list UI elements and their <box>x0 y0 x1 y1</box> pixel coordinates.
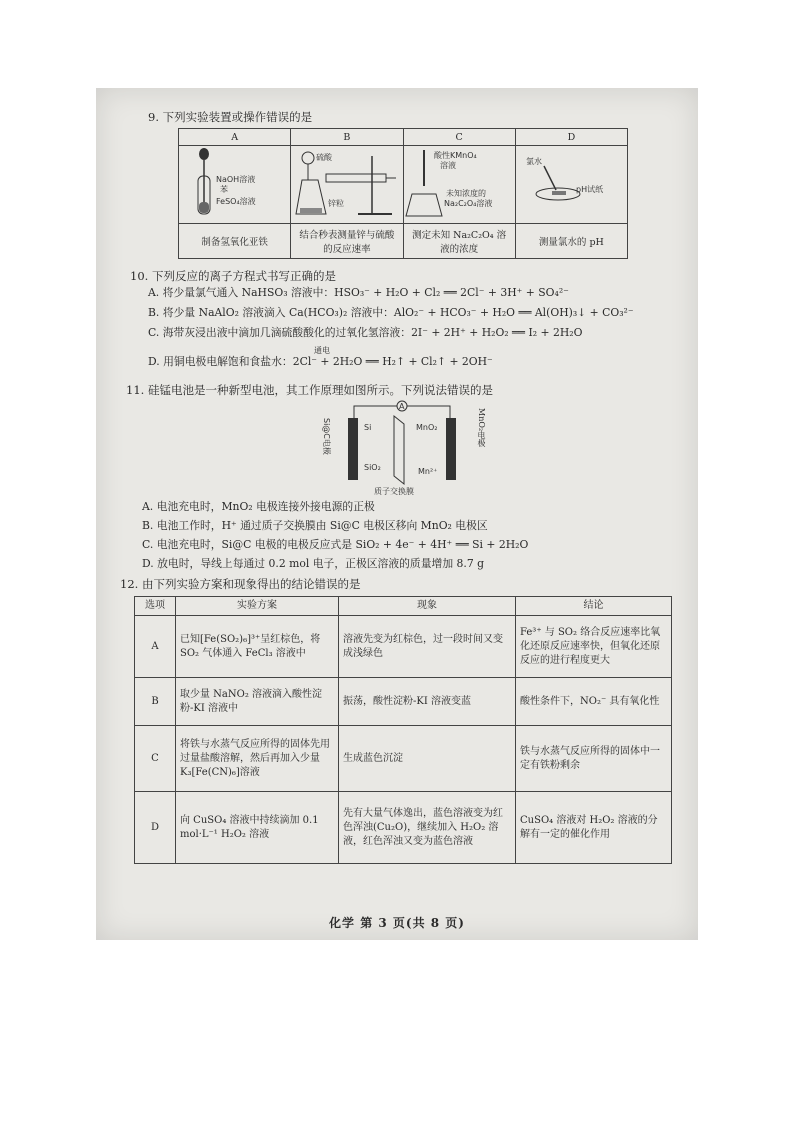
label-naoh: NaOH溶液 <box>215 175 255 184</box>
q10-option-b: B. 将少量 NaAlO₂ 溶液滴入 Ca(HCO₃)₂ 溶液中：AlO₂⁻ + HCO₃⁻ + H₂O ══ Al(OH)₃↓ + CO₃²⁻ <box>148 306 634 319</box>
left-electrode-label: Si@C电极 <box>322 418 331 455</box>
row-c-conclusion: 铁与水蒸气反应所得的固体中一定有铁粉剩余 <box>516 726 672 792</box>
q11-option-d: D. 放电时，导线上每通过 0.2 mol 电子，正极区溶液的质量增加 8.7 g <box>142 557 485 570</box>
mno2-label: MnO₂ <box>416 423 438 432</box>
q9-header-a: A <box>179 129 291 146</box>
label-zinc: 锌粒 <box>327 199 344 208</box>
q11-option-b: B. 电池工作时，H⁺ 通过质子交换膜由 Si@C 电极区移向 MnO₂ 电极区 <box>142 519 488 532</box>
q9-figure-a <box>179 146 291 224</box>
row-a-phenomenon: 溶液先变为红棕色，过一段时间又变成浅绿色 <box>339 616 516 678</box>
row-d-phenomenon: 先有大量气体逸出，蓝色溶液变为红色浑浊(Cu₂O)，继续加入 H₂O₂ 溶液，红色浑浊又变为蓝色溶液 <box>339 792 516 864</box>
si-label: Si <box>364 423 372 432</box>
table-row <box>135 616 672 678</box>
mn2-label: Mn²⁺ <box>418 467 438 476</box>
q12-stem: 12. 由下列实验方案和现象得出的结论错误的是 <box>120 577 361 591</box>
label-sulfuric-acid: 硫酸 <box>315 153 332 162</box>
battery-diagram <box>322 400 472 496</box>
titration-figure <box>404 146 514 220</box>
exam-page <box>96 88 698 940</box>
q10-option-c: C. 海带灰浸出液中滴加几滴硫酸酸化的过氧化氢溶液：2I⁻ + 2H⁺ + H₂O₂ ══ I₂ + 2H₂O <box>148 326 583 339</box>
row-b-conclusion: 酸性条件下，NO₂⁻ 具有氧化性 <box>516 678 672 726</box>
table-row <box>135 792 672 864</box>
label-unknown-conc: 未知浓度的 <box>446 189 487 198</box>
q12-table <box>134 596 672 864</box>
q9-figure-c <box>403 146 515 224</box>
q12-header-plan: 实验方案 <box>176 597 339 616</box>
table-row <box>135 726 672 792</box>
label-na2c2o4: Na₂C₂O₄溶液 <box>444 199 493 208</box>
sio2-label: SiO₂ <box>364 463 381 472</box>
q10-option-a: A. 将少量氯气通入 NaHSO₃ 溶液中：HSO₃⁻ + H₂O + Cl₂ ══ 2Cl⁻ + 3H⁺ + SO₄²⁻ <box>148 286 569 299</box>
row-d-conclusion: CuSO₄ 溶液对 H₂O₂ 溶液的分解有一定的催化作用 <box>516 792 672 864</box>
label-kmno4: 酸性KMnO₄ <box>434 151 477 160</box>
q9-figure-b <box>291 146 403 224</box>
q9-caption-d: 测量氯水的 pH <box>515 224 627 259</box>
q11-option-c: C. 电池充电时，Si@C 电极的电极反应式是 SiO₂ + 4e⁻ + 4H⁺ ══ Si + 2H₂O <box>142 538 529 551</box>
q12-header-phenomenon: 现象 <box>339 597 516 616</box>
label-benzene: 苯 <box>219 185 228 194</box>
flask-syringe-figure <box>292 146 402 220</box>
q9-caption-b: 结合秒表测量锌与硫酸的反应速率 <box>291 224 403 259</box>
q10-electrolysis-condition: 通电 <box>314 346 330 355</box>
row-c-plan: 将铁与水蒸气反应所得的固体先用过量盐酸溶解，然后再加入少量 K₃[Fe(CN)₆]溶液 <box>176 726 339 792</box>
q12-header-option: 选项 <box>135 597 176 616</box>
q11-option-a: A. 电池充电时，MnO₂ 电极连接外接电源的正极 <box>142 500 375 513</box>
q9-table <box>178 128 628 259</box>
row-a-option: A <box>135 616 176 678</box>
row-c-phenomenon: 生成蓝色沉淀 <box>339 726 516 792</box>
q11-stem: 11. 硅锰电池是一种新型电池，其工作原理如图所示。下列说法错误的是 <box>126 383 493 397</box>
q9-figure-d <box>515 146 627 224</box>
q10-option-d: D. 用铜电极电解饱和食盐水：2Cl⁻ + 2H₂O ══ H₂↑ + Cl₂↑ + 2OH⁻ <box>148 355 493 368</box>
row-b-plan: 取少量 NaNO₂ 溶液滴入酸性淀粉-KI 溶液中 <box>176 678 339 726</box>
q9-header-b: B <box>291 129 403 146</box>
row-d-plan: 向 CuSO₄ 溶液中持续滴加 0.1 mol·L⁻¹ H₂O₂ 溶液 <box>176 792 339 864</box>
q9-header-c: C <box>403 129 515 146</box>
q9-caption-c: 测定未知 Na₂C₂O₄ 溶液的浓度 <box>403 224 515 259</box>
q9-caption-a: 制备氢氧化亚铁 <box>179 224 291 259</box>
test-tube-figure <box>180 146 290 220</box>
page-footer: 化学 第 3 页(共 8 页) <box>329 916 465 930</box>
q9-stem: 9. 下列实验装置或操作错误的是 <box>148 110 313 124</box>
q12-header-conclusion: 结论 <box>516 597 672 616</box>
membrane-label: 质子交换膜 <box>374 487 414 496</box>
row-b-option: B <box>135 678 176 726</box>
q9-header-d: D <box>515 129 627 146</box>
ph-paper-figure <box>516 146 626 220</box>
row-c-option: C <box>135 726 176 792</box>
row-a-conclusion: Fe³⁺ 与 SO₂ 络合反应速率比氧化还原反应速率快，但氧化还原反应的进行程度更大 <box>516 616 672 678</box>
row-a-plan: 已知[Fe(SO₂)₆]³⁺呈红棕色，将 SO₂ 气体通入 FeCl₃ 溶液中 <box>176 616 339 678</box>
ammeter-label: A <box>399 402 405 411</box>
row-b-phenomenon: 振荡，酸性淀粉-KI 溶液变蓝 <box>339 678 516 726</box>
label-chlorine-water: 氯水 <box>526 157 543 166</box>
right-electrode-label: MnO₂电极 <box>477 408 486 448</box>
table-row <box>135 678 672 726</box>
label-feso4: FeSO₄溶液 <box>215 197 256 206</box>
row-d-option: D <box>135 792 176 864</box>
label-solution: 溶液 <box>440 161 457 170</box>
label-ph-paper: pH试纸 <box>576 185 604 194</box>
q10-stem: 10. 下列反应的离子方程式书写正确的是 <box>130 269 336 283</box>
